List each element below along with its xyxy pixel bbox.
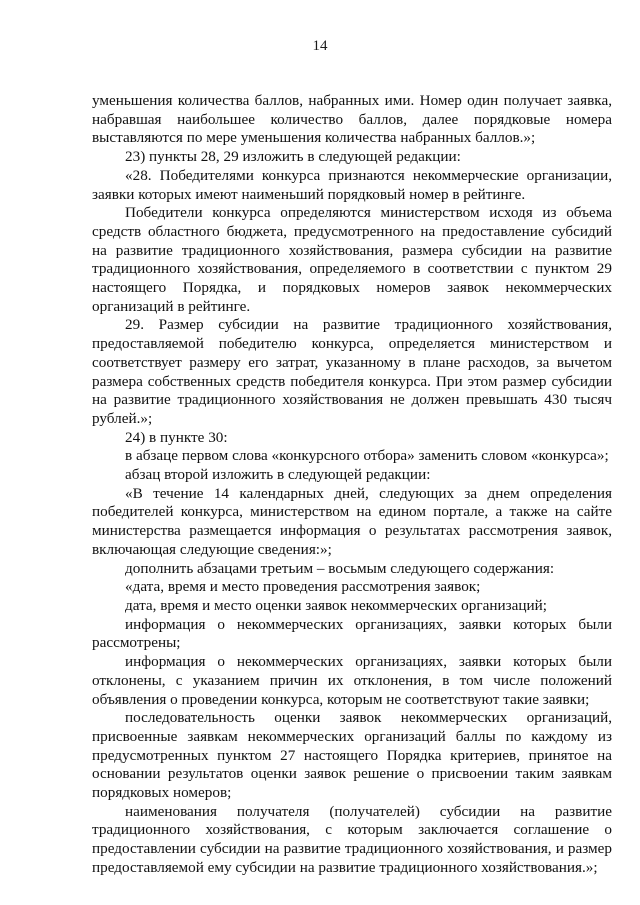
paragraph-add-subparagraphs: дополнить абзацами третьим – восьмым следующего содержания: <box>125 559 555 577</box>
paragraph-item-23: 23) пункты 28, 29 изложить в следующей редакции: <box>125 148 461 166</box>
list-item-rejected-organizations: информация о некоммерческих организациях, заявки которых были отклонены, с указанием причин их отклонения, в том числе положений объявления о проведении конкурса, которым не соответствуют такие заявки; <box>92 653 612 708</box>
paragraph-item-24: 24) в пункте 30: <box>125 428 228 446</box>
list-item-evaluation-date: дата, время и место оценки заявок некоммерческих организаций; <box>125 596 547 614</box>
paragraph-second-subparagraph: абзац второй изложить в следующей редакции: <box>125 466 431 484</box>
paragraph-results-publication: «В течение 14 календарных дней, следующих за днем определения победителей конкурса, министерством на едином портале, а также на сайте министерства размещается информация о результатах рассмотрения заявок, включающая следующие сведения:»; <box>92 484 612 558</box>
paragraph-winners-determination: Победители конкурса определяются министерством исходя из объема средств областного бюджета, предусмотренного на предоставление субсидий на развитие традиционного хозяйствования, размера субсидии на развитие традиционного хозяйствования, определяемого в соответствии с пунктом 29 настоящего Порядка, и порядковых номеров заявок некоммерческих организаций в рейтинге. <box>92 204 612 315</box>
document-body <box>92 92 612 878</box>
paragraph-clause-28: «28. Победителями конкурса признаются некоммерческие организации, заявки которых имеют наименьший порядковый номер в рейтинге. <box>92 166 612 203</box>
page-number: 14 <box>312 38 328 54</box>
list-item-evaluation-sequence: последовательность оценки заявок некоммерческих организаций, присвоенные заявкам некоммерческих организаций баллы по каждому из предусмотренных пунктом 27 настоящего Порядка критериев, принятое на основании результатов оценки заявок решение о присвоении таким заявкам порядковых номеров; <box>92 709 612 802</box>
list-item-reviewed-organizations: информация о некоммерческих организациях, заявки которых были рассмотрены; <box>92 615 612 652</box>
paragraph-first-subparagraph: в абзаце первом слова «конкурсного отбора» заменить словом «конкурса»; <box>125 447 609 465</box>
list-item-review-date: «дата, время и место проведения рассмотрения заявок; <box>125 578 481 596</box>
list-item-recipient-names: наименования получателя (получателей) субсидии на развитие традиционного хозяйствования, с которым заключается соглашение о предоставлении субсидии на развитие традиционного хозяйствования, и размер предоставляемой ему субсидии на развитие традиционного хозяйствования.»; <box>92 802 612 876</box>
paragraph-continuation: уменьшения количества баллов, набранных ими. Номер один получает заявка, набравшая наибольшее количество баллов, далее порядковые номера выставляются по мере уменьшения количества набранных баллов.»; <box>92 92 612 147</box>
paragraph-clause-29: 29. Размер субсидии на развитие традиционного хозяйствования, предоставляемой победителю конкурса, определяется министерством и соответствует размеру его затрат, указанному в плане расходов, за вычетом размера собственных средств победителя конкурса. При этом размер субсидии на развитие традиционного хозяйствования не должен превышать 430 тысяч рублей.»; <box>92 316 612 427</box>
